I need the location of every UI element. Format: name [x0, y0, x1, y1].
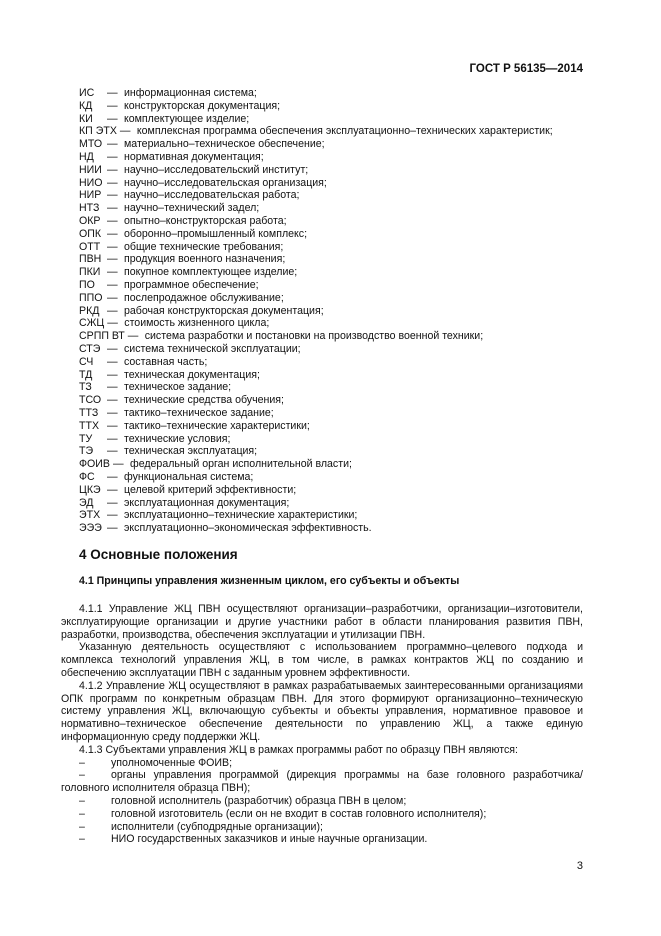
- dash: —: [107, 342, 118, 355]
- paragraph: 4.1.2 Управление ЖЦ осуществляют в рамках разрабатываемых заинтересованными организациями ОПК программ по конкретным образцам ПВН. Для этого формируют организационно–техническую систему управления ЖЦ, включающую субъекты и объекты управления, нормативное правовое и нормативно–техническое обеспечение деятельности по управлению ЖЦ, а также единую информационную среду поддержки ЖЦ.: [61, 679, 583, 743]
- dash: —: [107, 522, 118, 535]
- abbreviation-definition: послепродажное обслуживание;: [124, 291, 284, 304]
- abbreviation: ИС: [79, 87, 95, 99]
- abbreviation-row: [79, 343, 589, 356]
- list-item: [61, 821, 583, 834]
- dash: —: [107, 445, 118, 458]
- abbreviation-row: [79, 138, 589, 151]
- abbreviation-definition: продукция военного назначения;: [124, 253, 286, 266]
- dash: —: [107, 304, 118, 317]
- abbreviation: ЭТХ: [79, 509, 101, 522]
- abbreviation: МТО: [79, 138, 103, 151]
- abbreviation: РКД: [79, 304, 100, 317]
- abbreviation: ТЭ: [79, 445, 94, 458]
- abbreviation: ОТТ: [79, 240, 101, 253]
- abbreviation-row: [79, 497, 589, 510]
- abbreviation-definition: тактико–техническое задание;: [124, 406, 274, 419]
- list-item: [61, 795, 583, 808]
- abbreviation-definition: оборонно–промышленный комплекс;: [124, 227, 308, 240]
- abbreviation-row: [79, 100, 589, 113]
- abbreviation: ЦКЭ: [79, 483, 101, 496]
- abbreviation-definition: стоимость жизненного цикла;: [124, 317, 270, 330]
- dash: —: [107, 419, 118, 432]
- abbreviation: ТД: [79, 368, 93, 381]
- abbreviation-definition: федеральный орган исполнительной власти;: [129, 458, 352, 471]
- abbreviation: НИО: [79, 176, 103, 189]
- abbreviation-definition: научно–технический задел;: [124, 202, 260, 215]
- dash: —: [107, 163, 118, 176]
- abbreviation: ОПК: [79, 227, 102, 240]
- abbreviation-definition: опытно–конструкторская работа;: [124, 214, 287, 227]
- abbreviation-definition: конструкторская документация;: [124, 99, 281, 112]
- list-item-text: головной изготовитель (если он не входит в состав головного исполнителя);: [111, 807, 487, 820]
- abbreviation: ФОИВ: [79, 458, 110, 471]
- abbreviation-definition: целевой критерий эффективности;: [124, 483, 297, 496]
- abbreviation-row: [79, 317, 589, 330]
- dash: —: [119, 125, 131, 138]
- dash: —: [107, 214, 118, 227]
- abbreviation: КП ЭТХ: [79, 125, 117, 138]
- dash: —: [107, 240, 118, 253]
- dash: —: [107, 291, 118, 304]
- dash: —: [107, 368, 118, 381]
- dash: —: [107, 432, 118, 445]
- abbreviation-definition: научно–исследовательский институт;: [124, 163, 309, 176]
- abbreviation-definition: эксплуатационная документация;: [124, 496, 290, 509]
- bullet-dash: –: [79, 769, 85, 782]
- abbreviation-definition: эксплуатационно–экономическая эффективность.: [124, 522, 372, 535]
- dash: —: [107, 317, 118, 330]
- list-item: [61, 833, 583, 846]
- abbreviation: ПО: [79, 278, 95, 291]
- abbreviation-row: [79, 279, 589, 292]
- dash: —: [127, 330, 139, 343]
- abbreviation-definition: общие технические требования;: [124, 240, 284, 253]
- bullet-dash: –: [79, 794, 85, 807]
- bullet-dash: –: [79, 807, 85, 820]
- dash: —: [107, 406, 118, 419]
- dash: —: [107, 509, 118, 522]
- abbreviation-definition: техническая документация;: [124, 368, 260, 381]
- dash: —: [107, 138, 118, 151]
- abbreviation-row: [79, 189, 589, 202]
- abbreviation-definition: материально–техническое обеспечение;: [124, 138, 325, 151]
- paragraph: Указанную деятельность осуществляют с использованием программно–целевого подхода и комплекса технологий управления ЖЦ, в том числе, в рамках контрактов ЖЦ по созданию и обеспечению эксплуатации ПВН с заданным уровнем эффективности.: [61, 641, 583, 679]
- abbreviation: СРПП ВТ: [79, 330, 125, 343]
- abbreviation: НТЗ: [79, 202, 100, 215]
- dash: —: [107, 87, 118, 99]
- dash: —: [107, 227, 118, 240]
- abbreviation-definition: тактико–технические характеристики;: [124, 419, 310, 432]
- abbreviation-definition: информационная система;: [124, 87, 257, 99]
- dash: —: [107, 202, 118, 215]
- dash: —: [107, 150, 118, 163]
- dash: —: [107, 99, 118, 112]
- dash: —: [107, 496, 118, 509]
- abbreviation-row: [79, 164, 589, 177]
- abbreviation-row: [79, 433, 589, 446]
- abbreviation-definition: эксплуатационно–технические характеристики;: [124, 509, 358, 522]
- dash: —: [107, 176, 118, 189]
- subsection-heading: 4.1 Принципы управления жизненным циклом, его субъекты и объекты: [79, 575, 460, 587]
- dash: —: [107, 266, 118, 279]
- abbreviation-row: [79, 87, 589, 100]
- abbreviation-row: [79, 381, 589, 394]
- abbreviation-definition: технические условия;: [124, 432, 231, 445]
- abbreviation-row: [79, 471, 589, 484]
- list-item-text: уполномоченные ФОИВ;: [111, 756, 233, 769]
- bullet-dash: –: [79, 833, 85, 846]
- abbreviation-row: [79, 305, 589, 318]
- abbreviation-row: [79, 407, 589, 420]
- abbreviation-row: [79, 509, 589, 522]
- abbreviation: НИР: [79, 189, 102, 202]
- abbreviation-definition: техническое задание;: [124, 381, 232, 394]
- abbreviation: ПВН: [79, 253, 102, 266]
- abbreviation: ППО: [79, 291, 103, 304]
- abbreviation: НИИ: [79, 163, 102, 176]
- abbreviation-definition: комплектующее изделие;: [124, 112, 250, 125]
- abbreviation-row: [79, 202, 589, 215]
- abbreviation: ТТХ: [79, 419, 100, 432]
- abbreviation-definition: функциональная система;: [124, 470, 254, 483]
- list-item-text: органы управления программой (дирекция программы на базе головного разработчика/головного исполнителя образца ПВН);: [61, 769, 583, 795]
- abbreviation-definition: технические средства обучения;: [124, 394, 284, 407]
- dash: —: [107, 355, 118, 368]
- dash: —: [107, 381, 118, 394]
- abbreviation: КИ: [79, 112, 93, 125]
- abbreviation-row: [79, 522, 589, 535]
- abbreviation: ТУ: [79, 432, 93, 445]
- abbreviation-row: [79, 356, 589, 369]
- abbreviation-definition: составная часть;: [124, 355, 208, 368]
- abbreviation: ТСО: [79, 394, 102, 407]
- abbreviation-definition: система технической эксплуатации;: [124, 342, 301, 355]
- abbreviation-definition: покупное комплектующее изделие;: [124, 266, 298, 279]
- abbreviation: НД: [79, 150, 94, 163]
- abbreviation-row: [79, 266, 589, 279]
- list-item: [61, 808, 583, 821]
- abbreviation-row: [79, 151, 589, 164]
- abbreviation: КД: [79, 99, 93, 112]
- dash: —: [107, 112, 118, 125]
- abbreviation: ТЗ: [79, 381, 92, 394]
- dash: —: [107, 483, 118, 496]
- dash: —: [107, 470, 118, 483]
- abbreviation-row: [79, 394, 589, 407]
- abbreviation: ЭД: [79, 496, 94, 509]
- list-item-text: головной исполнитель (разработчик) образца ПВН в целом;: [111, 794, 407, 807]
- abbreviation-row: [79, 113, 589, 126]
- abbreviation-definition: программное обеспечение;: [124, 278, 259, 291]
- list-item: [61, 769, 583, 795]
- abbreviation-list: [79, 87, 589, 535]
- abbreviation-row: [79, 420, 589, 433]
- abbreviation-definition: научно–исследовательская работа;: [124, 189, 300, 202]
- abbreviation-row: [79, 228, 589, 241]
- list-item-text: НИО государственных заказчиков и иные научные организации.: [111, 833, 428, 846]
- body-text: [61, 603, 583, 846]
- abbreviation-row: [79, 369, 589, 382]
- abbreviation: ФС: [79, 470, 95, 483]
- abbreviation-row: [79, 215, 589, 228]
- abbreviation: ОКР: [79, 214, 101, 227]
- bullet-dash: –: [79, 756, 85, 769]
- dash: —: [107, 278, 118, 291]
- abbreviation-definition: рабочая конструкторская документация;: [124, 304, 324, 317]
- dash: —: [107, 394, 118, 407]
- abbreviation-row: [79, 177, 589, 190]
- bullet-dash: –: [79, 820, 85, 833]
- section-heading: 4 Основные положения: [79, 547, 238, 562]
- abbreviation-row: [79, 253, 589, 266]
- abbreviation-row: [79, 445, 589, 458]
- abbreviation: СТЭ: [79, 342, 101, 355]
- abbreviation-row: [79, 125, 589, 138]
- list-item: [61, 757, 583, 770]
- paragraph: 4.1.1 Управление ЖЦ ПВН осуществляют организации–разработчики, организации–изготовители, эксплуатирующие организации и другие участники работ в области планирования развития ПВН, разработки, производства, обеспечения эксплуатации и утилизации ПВН.: [61, 603, 583, 641]
- abbreviation-definition: нормативная документация;: [124, 150, 264, 163]
- list-item-text: исполнители (субподрядные организации);: [111, 820, 323, 833]
- abbreviation: СЖЦ: [79, 317, 105, 330]
- abbreviation: ПКИ: [79, 266, 101, 279]
- abbreviation-definition: научно–исследовательская организация;: [124, 176, 327, 189]
- abbreviation: ЭЭЭ: [79, 522, 102, 535]
- page-number: 3: [576, 860, 583, 872]
- abbreviation-definition: система разработки и постановки на производство военной техники;: [144, 330, 484, 343]
- abbreviation-row: [79, 330, 589, 343]
- document-header: ГОСТ Р 56135—2014: [469, 63, 583, 75]
- abbreviation-row: [79, 458, 589, 471]
- abbreviation: СЧ: [79, 355, 94, 368]
- paragraph: 4.1.3 Субъектами управления ЖЦ в рамках программы работ по образцу ПВН являются:: [79, 743, 518, 756]
- abbreviation-row: [79, 292, 589, 305]
- abbreviation: ТТЗ: [79, 406, 99, 419]
- abbreviation-row: [79, 484, 589, 497]
- abbreviation-row: [79, 241, 589, 254]
- abbreviation-definition: комплексная программа обеспечения эксплуатационно–технических характеристик;: [136, 125, 553, 138]
- dash: —: [112, 458, 124, 471]
- dash: —: [107, 189, 118, 202]
- abbreviation-definition: техническая эксплуатация;: [124, 445, 258, 458]
- dash: —: [107, 253, 118, 266]
